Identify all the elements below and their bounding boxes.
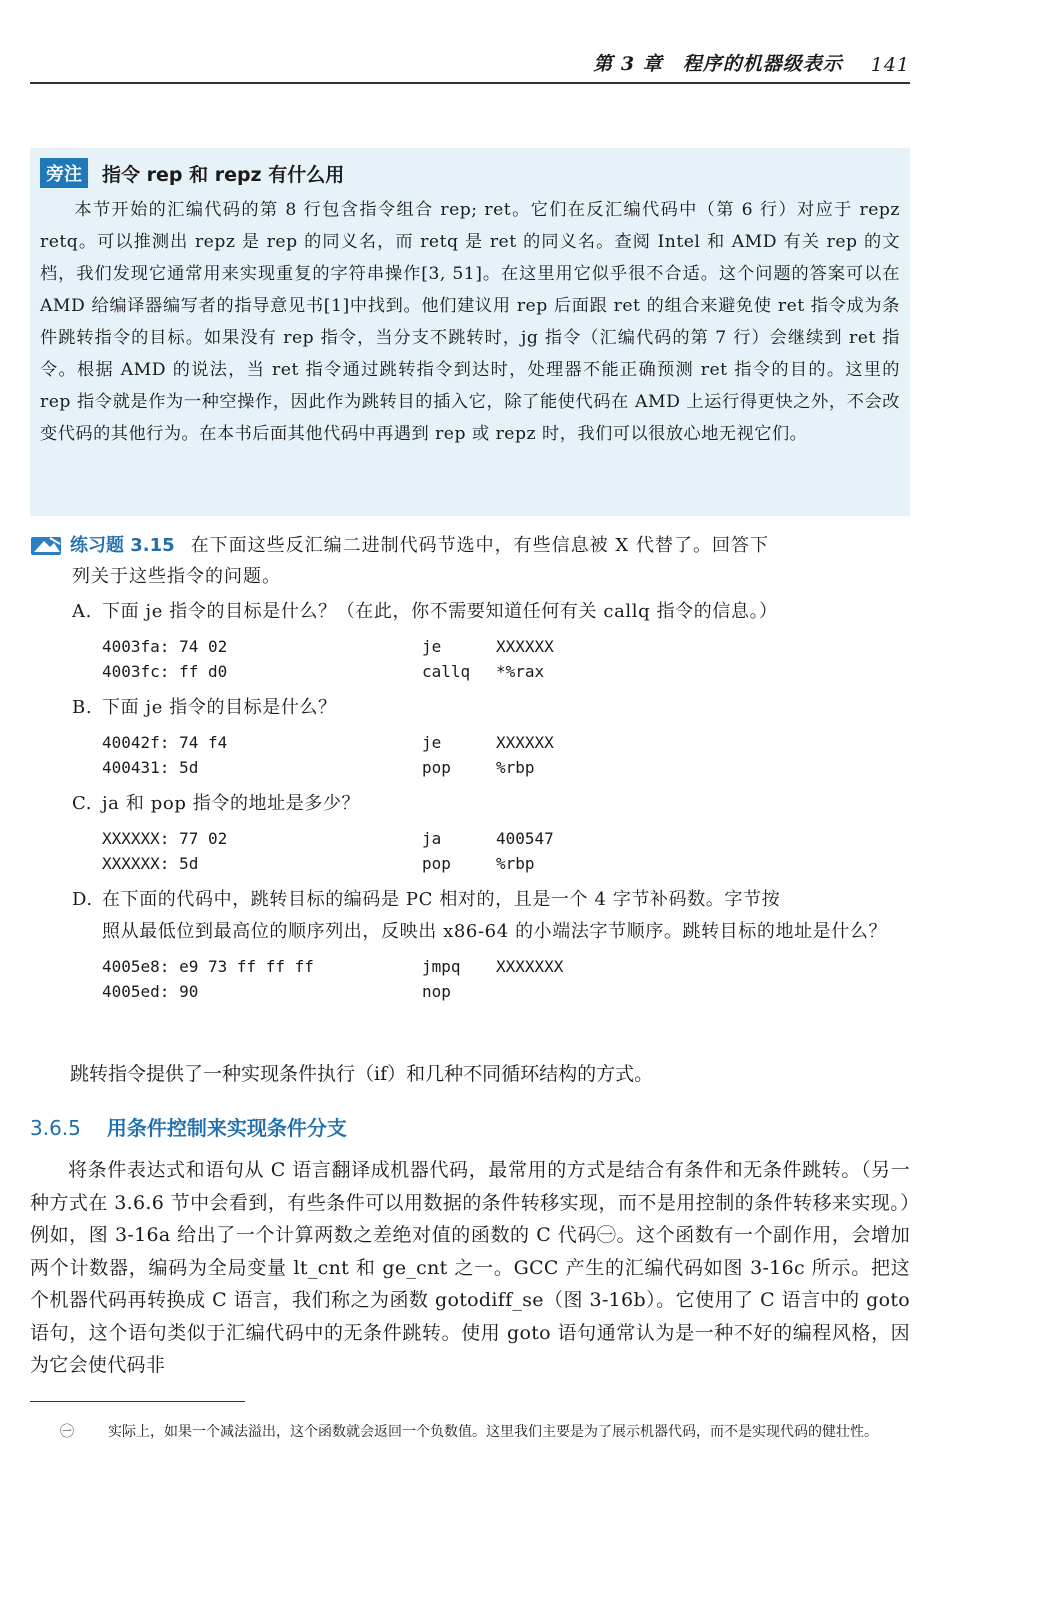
practice-problem-intro: 在下面这些反汇编二进制代码节选中，有些信息被 X 代替了。回答下	[190, 535, 769, 556]
code-op: pop	[422, 758, 451, 777]
code-addr: 40042f: 74 f4	[102, 733, 228, 752]
code-op: pop	[422, 854, 451, 873]
footnote-mark: ㊀	[60, 1424, 74, 1440]
code-arg: XXXXXX	[496, 637, 554, 656]
body-text-line: 跳转指令提供了一种实现条件执行（if）和几种不同循环结构的方式。	[70, 1063, 654, 1085]
running-header	[30, 50, 910, 84]
question-label: A.	[72, 601, 92, 622]
code-row	[102, 851, 910, 876]
question-text-cont: 照从最低位到最高位的顺序列出，反映出 x86-64 的小端法字节顺序。跳转目标的地址是什么？	[102, 921, 888, 942]
code-op: je	[422, 733, 442, 752]
footnote-divider	[30, 1401, 245, 1402]
code-op: je	[422, 637, 442, 656]
code-op: callq	[422, 662, 471, 681]
aside-heading	[40, 154, 900, 192]
question-text: ja 和 pop 指令的地址是多少？	[102, 793, 361, 814]
section-heading	[30, 1112, 347, 1141]
code-row	[102, 659, 910, 684]
code-listing-b	[102, 730, 910, 780]
practice-problem-icon	[30, 534, 64, 558]
practice-problem	[30, 530, 910, 1012]
code-listing-c	[102, 826, 910, 876]
code-addr: 4005e8: e9 73 ff ff ff	[102, 957, 314, 976]
code-addr: XXXXXX: 5d	[102, 854, 199, 873]
code-row	[102, 634, 910, 659]
code-op: ja	[422, 829, 442, 848]
practice-problem-intro-cont: 列关于这些指令的问题。	[72, 566, 281, 587]
code-row	[102, 730, 910, 755]
aside-tag: 旁注	[40, 158, 88, 188]
body-paragraph: 将条件表达式和语句从 C 语言翻译成机器代码，最常用的方式是结合有条件和无条件跳转。（另一种方式在 3.6.6 节中会看到，有些条件可以用数据的条件转移实现，而不是用控制的条件转移来实现。）例如，图 3-16a 给出了一个计算两数之差绝对值的函数的 C 代码㊀。这个函数有一个副作用，会增加两个计数器，编码为全局变量 lt_cnt 和 ge_cnt 之一。GCC 产生的汇编代码如图 3-16c 所示。把这个机器代码再转换成 C 语言，我们称之为函数 gotodiff_se（图 3-16b）。它使用了 C 语言中的 goto 语句，这个语句类似于汇编代码中的无条件跳转。使用 goto 语句通常认为是一种不好的编程风格，因为它会使代码非	[30, 1159, 910, 1376]
code-arg: XXXXXXX	[496, 957, 564, 976]
aside-body: 本节开始的汇编代码的第 8 行包含指令组合 rep; ret。它们在反汇编代码中（第 6 行）对应于 repz retq。可以推测出 repz 是 rep 的同义名，而 retq 是 ret 的同义名。查阅 Intel 和 AMD 有关 rep 的文档，我们发现它通常用来实现重复的字符串操作[3, 51]。在这里用它似乎很不合适。这个问题的答案可以在 AMD 给编译器编写者的指导意见书[1]中找到。他们建议用 rep 后面跟 ret 的组合来避免使 ret 指令成为条件跳转指令的目标。如果没有 rep 指令，当分支不跳转时，jg 指令（汇编代码的第 7 行）会继续到 ret 指令。根据 AMD 的说法，当 ret 指令通过跳转指令到达时，处理器不能正确预测 ret 指令的目的。这里的 rep 指令就是作为一种空操作，因此作为跳转目的插入它，除了能使代码在 AMD 上运行得更快之外，不会改变代码的其他行为。在本书后面其他代码中再遇到 rep 或 repz 时，我们可以很放心地无视它们。	[40, 200, 900, 444]
question-a	[30, 596, 910, 628]
code-listing-a	[102, 634, 910, 684]
chapter-title: 第 3 章 程序的机器级表示	[593, 53, 843, 75]
code-addr: 400431: 5d	[102, 758, 199, 777]
aside-title: 指令 rep 和 repz 有什么用	[102, 163, 345, 186]
code-op: nop	[422, 982, 451, 1001]
code-arg: %rbp	[496, 758, 535, 777]
code-addr: 4005ed: 90	[102, 982, 199, 1001]
question-b	[30, 692, 910, 724]
question-text: 下面 je 指令的目标是什么？	[102, 697, 337, 718]
section-title: 用条件控制来实现条件分支	[106, 1116, 347, 1140]
code-addr: 4003fa: 74 02	[102, 637, 228, 656]
question-label: D.	[72, 889, 93, 910]
code-row	[102, 755, 910, 780]
code-arg: 400547	[496, 829, 554, 848]
code-op: jmpq	[422, 957, 461, 976]
footnote-text: 实际上，如果一个减法溢出，这个函数就会返回一个负数值。这里我们主要是为了展示机器代码，而不是实现代码的健壮性。	[108, 1424, 878, 1440]
question-label: B.	[72, 697, 93, 718]
code-row	[102, 826, 910, 851]
code-addr: 4003fc: ff d0	[102, 662, 228, 681]
code-row	[102, 979, 910, 1004]
code-arg: XXXXXX	[496, 733, 554, 752]
question-d	[30, 884, 910, 916]
question-text: 在下面的代码中，跳转目标的编码是 PC 相对的，且是一个 4 字节补码数。字节按	[102, 889, 781, 910]
code-arg: *%rax	[496, 662, 545, 681]
section-number: 3.6.5	[30, 1116, 81, 1140]
question-label: C.	[72, 793, 93, 814]
question-text: 下面 je 指令的目标是什么？（在此，你不需要知道任何有关 callq 指令的信息。）	[102, 601, 778, 622]
footnote	[62, 1420, 912, 1444]
code-row	[102, 954, 910, 979]
code-arg: %rbp	[496, 854, 535, 873]
code-listing-d	[102, 954, 910, 1004]
practice-problem-label: 练习题 3.15	[70, 535, 175, 556]
code-addr: XXXXXX: 77 02	[102, 829, 228, 848]
page-number: 141	[870, 54, 910, 76]
practice-problem-header	[30, 530, 910, 562]
aside-box	[30, 148, 910, 516]
question-c	[30, 788, 910, 820]
